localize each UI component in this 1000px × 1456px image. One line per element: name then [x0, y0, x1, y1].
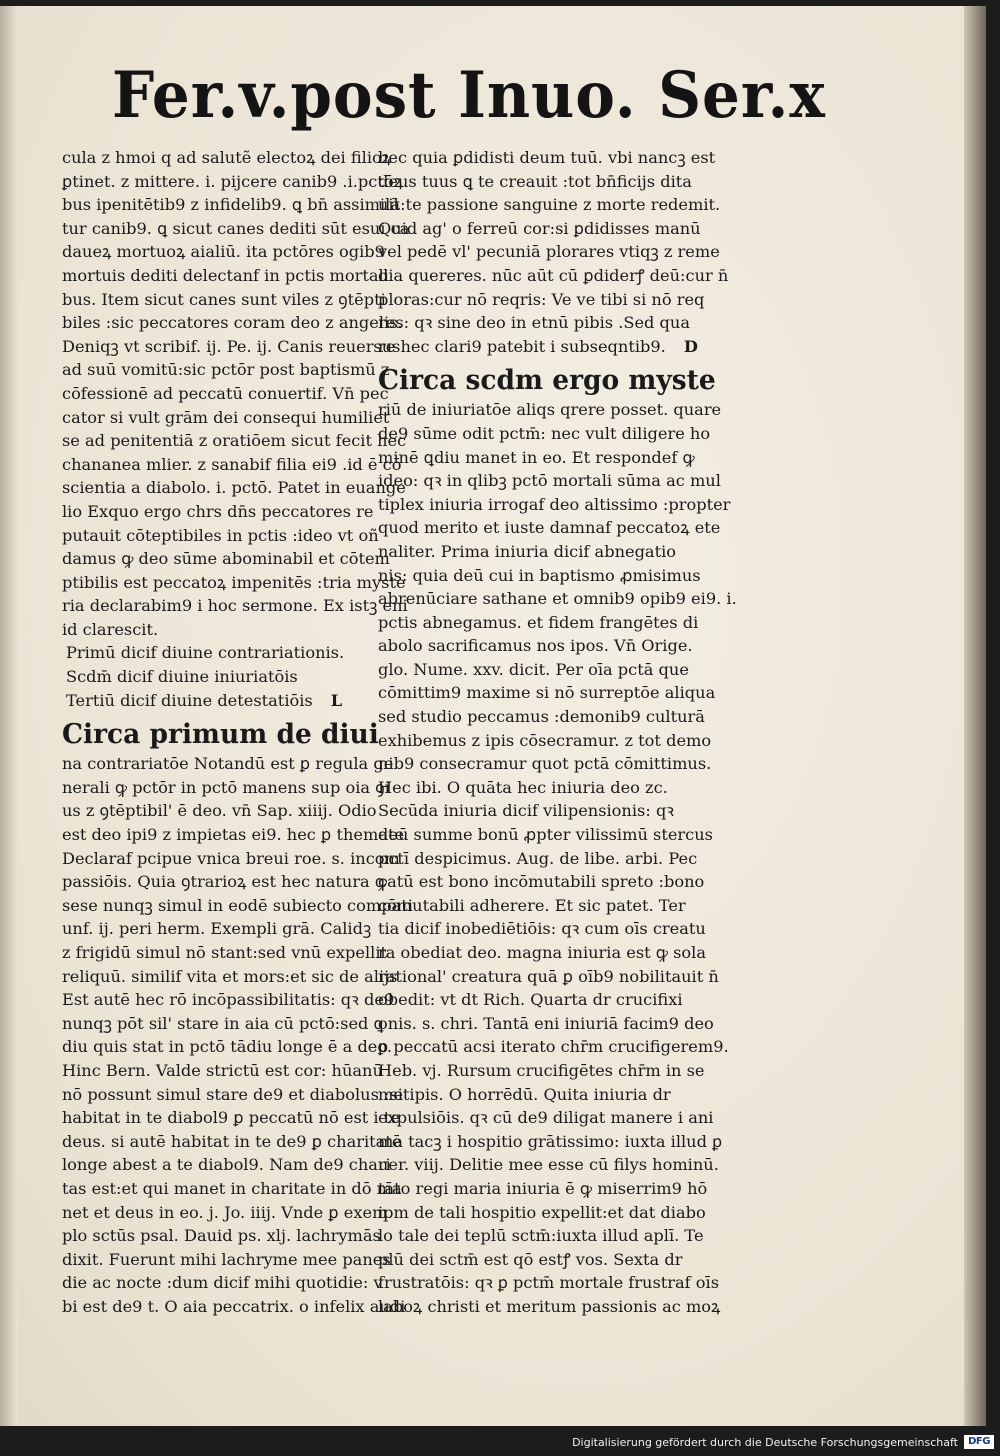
text-line: se ad penitentiā z oratiōem sicut fecit hec — [62, 431, 407, 451]
text-line: Est autē hec rō incōpassibilitatis: qꝛ de9 — [62, 990, 395, 1010]
text-line: id clarescit. — [62, 619, 159, 639]
mystery-list-item-text: Primū dicif diuine contrariationis. — [66, 643, 345, 663]
text-line: ipm de tali hospitio expellit:et dat diabo — [378, 1202, 706, 1222]
text-line: ra obediat deo. magna iniuria est ꝙ sola — [378, 943, 706, 962]
text-line: plū dei sctm̄ est qō estꝭ vos. Sexta dr — [378, 1249, 683, 1269]
text-line: biles :sic peccatores coram deo z angelis. — [62, 313, 403, 333]
right-column-text-a — [378, 146, 729, 358]
right-column — [378, 146, 737, 1319]
left-column — [62, 146, 413, 1319]
text-line: nis: quia deū cui in baptismo ꝓmisimus — [378, 565, 701, 585]
text-line: uit:te passione sanguine z morte redemit. — [378, 195, 721, 215]
text-line: Secūda iniuria dicif vilipensionis: qꝛ — [378, 801, 674, 821]
text-line: z frigidū simul nō stant:sed vnū expellit — [62, 943, 388, 962]
text-line: catū est bono incōmutabili spreto :bono — [378, 872, 705, 892]
text-line: dia quereres. nūc aūt cū ꝑdiderꝭ deū:cur n̄ — [378, 265, 729, 285]
left-column-text-b — [62, 752, 413, 1318]
mystery-list-item — [62, 641, 374, 665]
text-line: bi est de9 t. O aia peccatrix. o infelix audi — [62, 1296, 406, 1316]
text-line: tas est:et qui manet in charitate in dō ma — [62, 1178, 402, 1198]
text-line: us z ꝯtēptibil' ē deo. vn̄ Sap. xiiij. Odio — [62, 801, 377, 821]
text-line: ideo: qꝛ in qlibꝫ pctō mortali sūma ac mul — [378, 471, 721, 491]
text-line: deū summe bonū ꝓpter vilissimū stercus — [378, 825, 713, 845]
text-line: pctī despicimus. Aug. de libe. arbi. Pec — [378, 848, 698, 868]
text-line: deus tuus ꝗ te creauit :tot bn̄ficijs dita — [378, 171, 692, 191]
text-line: nib9 consecramur quot pctā cōmittimus. — [378, 754, 712, 774]
text-line: habitat in te diabol9 ꝑ peccatū nō est i te — [62, 1108, 400, 1128]
text-line: scientia a diabolo. i. pctō. Patet in euange — [62, 478, 406, 498]
mysteries-list — [62, 641, 374, 712]
text-line: glo. Nume. xxv. dicit. Per oīa pctā que — [378, 659, 689, 679]
text-line: unf. ij. peri herm. Exempli grā. Calidꝫ — [62, 919, 372, 939]
mystery-list-item-text: Scdm̄ dicif diuine iniuriatōis — [66, 667, 298, 687]
text-line: tiplex iniuria irrogaf deo altissimo :propter — [378, 494, 731, 514]
text-line: exhibemus z ipis cōsecramur. z tot demo — [378, 730, 712, 750]
text-line: uer. viij. Delitie mee esse cū filys hominū. — [378, 1155, 719, 1175]
text-line: expulsiōis. qꝛ cū de9 diligat manere i ani — [378, 1108, 714, 1128]
text-line: rational' creatura quā ꝑ oīb9 nobilitauit n̄ — [378, 966, 719, 986]
text-line: laboꝝ christi et meritum passionis ac moꝝ — [378, 1296, 721, 1316]
text-line: est deo ipi9 z impietas ei9. hec ꝑ themate — [62, 825, 405, 845]
signature-mark: L — [330, 690, 343, 710]
text-line: bus. Item sicut canes sunt viles z ꝯtēpti — [62, 289, 386, 309]
text-line: longe abest a te diabol9. Nam de9 chari — [62, 1155, 391, 1175]
text-line: deus. si autē habitat in te de9 ꝑ charitatē — [62, 1131, 402, 1151]
text-line: cula z hmoi q ad salutẽ electoꝝ dei filioꝝ — [62, 148, 392, 167]
text-line: tur canib9. ꝗ sicut canes dediti sūt esui ca — [62, 218, 410, 238]
text-line: Quid ag' o ferreū cor:si ꝑdidisses manū — [378, 218, 701, 238]
page-heading: Fer.v.post Inuo. Ser.x — [112, 58, 826, 133]
text-line: ad suū vomitū:sic pctōr post baptismū z — [62, 360, 390, 380]
text-line: reliquū. similif vita et mors:et sic de alijs — [62, 966, 398, 986]
text-line: bus ipenitētib9 z infidelib9. ꝗ bn̄ assimilā — [62, 195, 401, 215]
text-line: tia dicif inobediētiōis: qꝛ cum oīs creatu — [378, 919, 706, 939]
dfg-logo: DFG — [964, 1435, 994, 1449]
text-line: de9 sūme odit pctm̄: nec vult diligere ho — [378, 423, 711, 443]
text-line: riū de iniuriatōe aliqs qrere posset. quare — [378, 400, 722, 420]
text-line: quod merito et iuste damnaf peccatoꝝ ete — [378, 518, 721, 538]
text-line: plo sctūs psal. Dauid ps. xlj. lachrymās — [62, 1226, 381, 1246]
text-line: cōmutabili adherere. Et sic patet. Ter — [378, 895, 686, 915]
text-line: lo tale dei teplū sctm̄:iuxta illud aplī. Te — [378, 1226, 704, 1246]
text-line: diu quis stat in pctō tādiu longe ē a deo. — [62, 1037, 392, 1057]
text-line: passiōis. Quia ꝯtrarioꝝ est hec natura ꝙ — [62, 872, 388, 892]
text-line: ptibilis est peccatoꝝ impenitēs :tria myste — [62, 572, 406, 592]
text-line: nerali ꝙ pctōr in pctō manens sup oia ꝯi — [62, 777, 390, 797]
mystery-list-item-text: Tertiū dicif diuine detestatiōis — [66, 690, 313, 710]
text-line: damus ꝙ deo sūme abominabil et cōtem — [62, 549, 390, 569]
text-line: vel pedē vl' pecuniā plorares vtiqꝫ z reme — [378, 242, 720, 262]
text-line: Hinc Bern. Valde strictū est cor: hūanū — [62, 1060, 383, 1080]
text-line: ꝑ peccatū acsi iterato chr̄m crucifigerem9. — [378, 1037, 729, 1057]
text-line: ma tacꝫ i hospitio grātissimo: iuxta illud ꝑ — [378, 1131, 723, 1151]
section-heading-primum: Circa primum de diui — [62, 719, 379, 751]
catchword-mark: D — [683, 336, 698, 356]
text-line: naliter. Prima iniuria dicif abnegatio — [378, 541, 677, 561]
text-line: mortuis dediti delectanf in pctis mortali — [62, 265, 389, 285]
text-line: Heb. vj. Rursum crucifigētes chr̄m in se — [378, 1060, 705, 1080]
section-heading-secundum: Circa scdm ergo myste — [378, 365, 716, 397]
text-line: re hec clari9 patebit i subseqntib9. D — [378, 335, 700, 359]
text-line: sed studio peccamus :demonib9 culturā — [378, 707, 705, 727]
text-line: hec quia ꝑdidisti deum tuū. vbi nancꝫ est — [378, 148, 716, 167]
text-line: net et deus in eo. j. Jo. iiij. Vnde ꝑ exem — [62, 1202, 388, 1222]
text-line: putauit cōteptibiles in pctis :ideo vt oñ — [62, 525, 379, 545]
text-line: nō possunt simul stare de9 et diabolus :si — [62, 1084, 403, 1104]
right-column-text-b — [378, 398, 737, 1318]
text-line: cōmittim9 maxime si nō surreptōe aliqua — [378, 683, 716, 703]
text-line: die ac nocte :dum dicif mihi quotidie: v — [62, 1273, 383, 1293]
text-line: ꝑtinet. z mittere. i. pijcere canib9 .i.pctōꝝ — [62, 171, 403, 191]
text-line: cator si vult grām dei consequi humiliet — [62, 407, 390, 427]
text-line: chananea mlier. z sanabif filia ei9 .id ē cō — [62, 454, 402, 474]
page-edge — [964, 6, 986, 1426]
text-line: sese nunqꝫ simul in eodē subiecto compati — [62, 895, 413, 915]
text-line: abolo sacrificamus nos ipos. Vn̄ Orige. — [378, 636, 693, 656]
text-line: Hec ibi. O quāta hec iniuria deo zc. — [378, 777, 668, 797]
text-line: ria declarabim9 i hoc sermone. Ex istꝫ eni — [62, 596, 408, 616]
text-line: nunqꝫ pōt sil' stare in aia cū pctō:sed ꝗ — [62, 1013, 384, 1033]
text-line: pctis abnegamus. et fidem frangētes di — [378, 612, 699, 632]
text-line: minē ꝗdiu manet in eo. Et respondef ꝙ — [378, 447, 695, 467]
text-line: abrenūciare sathane et omnib9 opib9 ei9. i. — [378, 589, 737, 609]
text-line: frustratōis: qꝛ ꝑ pctm̄ mortale frustraf oīs — [378, 1273, 720, 1293]
text-line: tāto regi maria iniuria ē ꝙ miserrim9 hō — [378, 1178, 708, 1198]
text-line: ploras:cur nō reqris: Ve ve tibi si nō req — [378, 289, 705, 309]
text-line: onis. s. chri. Tantā eni iniuriā facim9 deo — [378, 1013, 714, 1033]
text-line: na contrariatōe Notandū est ꝑ regula ge — [62, 754, 394, 774]
text-line: dixit. Fuerunt mihi lachryme mee panes — [62, 1249, 391, 1269]
text-line: Declaraf pcipue vnica breui roe. s. incom — [62, 848, 400, 868]
text-line: metipis. O horrēdū. Quita iniuria dr — [378, 1084, 671, 1104]
text-line: daueꝝ mortuoꝝ aialiū. ita pctōres ogib9 — [62, 242, 385, 262]
text-line: obedit: vt dt Rich. Quarta dr crucifixi — [378, 990, 683, 1010]
mystery-list-item — [62, 665, 374, 689]
text-line: cōfessionē ad peccatū conuertif. Vn̄ pec — [62, 383, 389, 403]
text-line: Deniqꝫ vt scribif. ij. Pe. ij. Canis reuersus — [62, 336, 401, 356]
left-column-text-a — [62, 146, 410, 641]
footer-credit: Digitalisierung gefördert durch die Deutsche Forschungsgemeinschaft — [572, 1436, 958, 1449]
text-line: lio Exquo ergo chrs dn̄s peccatores re — [62, 501, 374, 521]
page-gutter-shadow — [0, 6, 18, 1426]
mystery-list-item — [62, 689, 374, 713]
text-line: res: qꝛ sine deo in etnū pibis .Sed qua — [378, 313, 690, 333]
